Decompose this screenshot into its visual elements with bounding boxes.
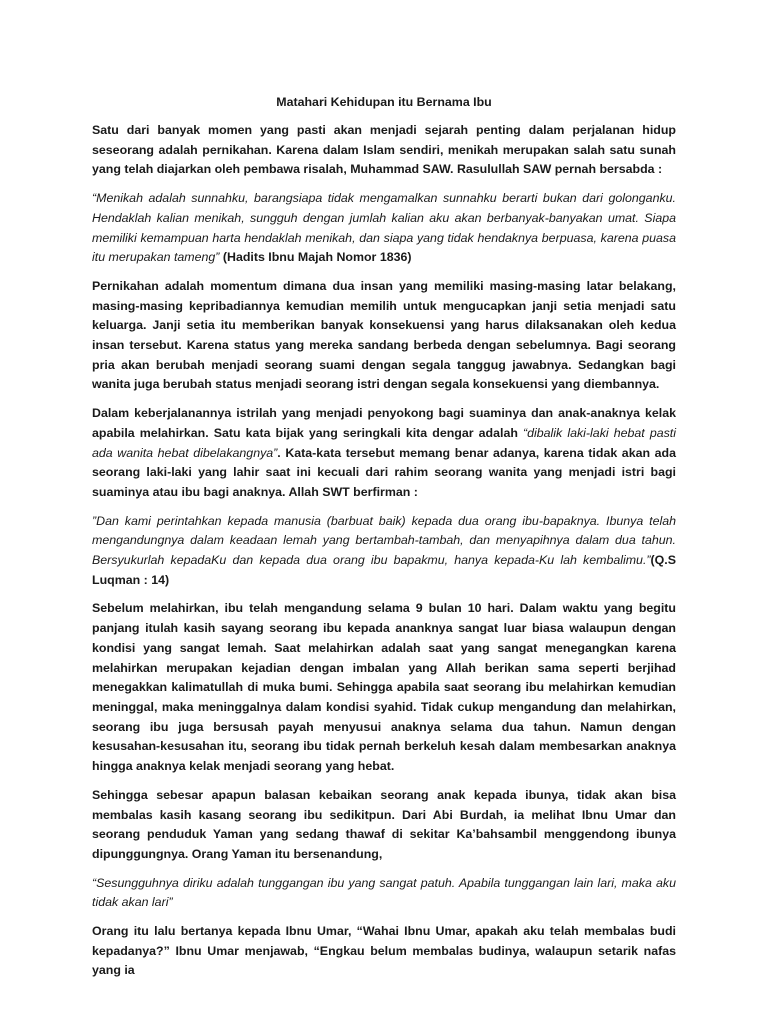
paragraph-wife [92, 404, 676, 503]
paragraph-intro: Satu dari banyak momen yang pasti akan menjadi sejarah penting dalam perjalanan hidup seseorang adalah pernikahan. Karena dalam Islam sendiri, menikah merupakan salah satu sunah yang telah diajarkan oleh pembawa risalah, Muhammad SAW. Rasulullah SAW pernah bersabda : [92, 123, 676, 177]
quran-quote-text: ”Dan kami perintahkan kepada manusia (barbuat baik) kepada dua orang ibu-bapaknya. Ibunya telah mengandungnya dalam keadaan lemah yang bertambah-tambah, dan menyapihnya dalam dua tahun. Bersyukurlah kepadaKu dan kepada dua orang ibu bapakmu, hanya kepada-Ku lah kembalimu.” [92, 513, 676, 568]
quran-reference: (Q.S Luqman : 14) [92, 553, 676, 587]
paragraph-wife-part1: Dalam keberjalanannya istrilah yang menjadi penyokong bagi suaminya dan anak-anaknya kelak apabila melahirkan. Satu kata bijak yang seringkali kita dengar adalah [92, 406, 676, 440]
paragraph-reward: Sehingga sebesar apapun balasan kebaikan seorang anak kepada ibunya, tidak akan bisa membalas kasih kasang seorang ibu sedikitpun. Dari Abi Burdah, ia melihat Ibnu Umar dan seorang penduduk Yaman yang sedang thawaf di sekitar Ka’bahsambil menggendong ibunya dipunggungnya. Orang Yaman itu bersenandung, [92, 787, 676, 861]
hadith-quote [92, 189, 676, 268]
quran-quote [92, 512, 676, 591]
paragraph-ibnu-umar: Orang itu lalu bertanya kepada Ibnu Umar, “Wahai Ibnu Umar, apakah aku telah membalas budi kepadanya?” Ibnu Umar menjawab, “Engkau belum membalas budinya, walaupun setarik nafas yang ia [92, 924, 676, 978]
paragraph-wife-saying: “dibalik laki-laki hebat pasti ada wanita hebat dibelakangnya” [92, 425, 676, 460]
paragraph-marriage: Pernikahan adalah momentum dimana dua insan yang memiliki masing-masing latar belakang, masing-masing kepribadiannya kemudian memilih untuk mengucapkan janji setia menjadi satu keluarga. Janji setia itu memberikan banyak konsekuensi yang harus dilaksanakan oleh kedua insan tersebut. Karena status yang mereka sandang berbeda dengan sebelumnya. Bagi seorang pria akan berubah menjadi seorang suami dengan segala tanggug jawabnya. Sedangkan bagi wanita juga berubah status menjadi seorang istri dengan segala konsekuensi yang diembannya. [92, 278, 676, 392]
paragraph-wife-part2: . Kata-kata tersebut memang benar adanya, karena tidak akan ada seorang laki-laki yang lahir saat ini kecuali dari rahim seorang wanita yang menjadi istri bagi suaminya atau ibu bagi anaknya. Allah SWT berfirman : [92, 445, 676, 499]
yemeni-quote: “Sesungguhnya diriku adalah tunggangan ibu yang sangat patuh. Apabila tunggangan lain lari, maka aku tidak akan lari” [92, 875, 676, 910]
hadith-reference: (Hadits Ibnu Majah Nomor 1836) [219, 250, 412, 265]
document-title: Matahari Kehidupan itu Bernama Ibu [276, 95, 492, 109]
hadith-quote-text: “Menikah adalah sunnahku, barangsiapa tidak mengamalkan sunnahku berarti bukan dari golonganku. Hendaklah kalian menikah, sungguh dengan jumlah kalian aku akan berbanyak-banyakan umat. Siapa memiliki kemampuan harta hendaklah menikah, dan siapa yang tidak hendaknya berpuasa, karena puasa itu merupakan tameng” [92, 191, 676, 265]
paragraph-pregnancy: Sebelum melahirkan, ibu telah mengandung selama 9 bulan 10 hari. Dalam waktu yang begitu panjang itulah kasih sayang seorang ibu kepada ananknya sangat luar biasa walaupun dengan kondisi yang sangat lemah. Saat melahirkan adalah saat yang sangat menegangkan karena melahirkan merupakan kejadian dengan imbalan yang Allah berikan sama seperti berjihad menegakkan kalimatullah di muka bumi. Sehingga apabila saat seorang ibu melahirkan kemudian meninggal, maka meninggalnya dalam kondisi syahid. Tidak cukup mengandung dan melahirkan, seorang ibu juga bersusah payah menyusui anaknya selama dua tahun. Namun dengan kesusahan-kesusahan itu, seorang ibu tidak pernah berkeluh kesah dalam membesarkan anaknya hingga anaknya kelak menjadi seorang yang hebat. [92, 601, 676, 774]
